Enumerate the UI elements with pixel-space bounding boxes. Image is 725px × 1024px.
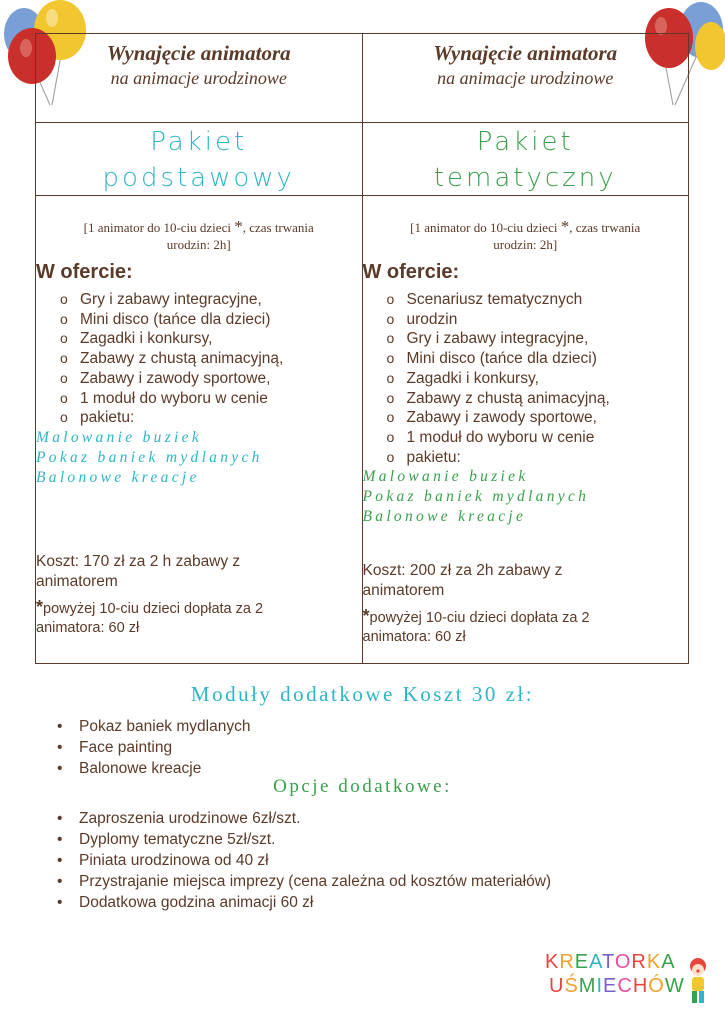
package-header-basic: [36, 34, 363, 123]
offer-list: [36, 290, 362, 428]
offer-item: o 1 moduł do wyboru w cenie: [387, 428, 689, 448]
additional-modules-heading: Moduły dodatkowe Koszt 30 zł:: [190, 682, 535, 706]
module-list: [36, 428, 362, 488]
extra-star: *: [36, 596, 44, 617]
offer-item: o Zabawy i zawody sportowe,: [387, 408, 689, 428]
package-note: [363, 218, 689, 253]
extra-star: *: [362, 606, 370, 627]
offer-item-continued: o pakietu:: [387, 448, 689, 468]
offer-item: o Zabawy z chustą animacyjną,: [387, 389, 689, 409]
module-item: Malowanie buziek: [36, 428, 203, 446]
package-name-line1: Pakiet: [150, 127, 248, 157]
offer-item: o Mini disco (tańce dla dzieci): [387, 349, 689, 369]
offer-item: o 1 moduł do wyboru w cenie: [60, 389, 362, 409]
list-item: • Dodatkowa godzina animacji 60 zł: [79, 892, 551, 913]
offer-item: o Zagadki i konkursy,: [60, 329, 362, 349]
extra-children-fee: [36, 598, 362, 638]
note-text: , czas trwania: [569, 220, 641, 235]
module-item: Balonowe kreacje: [36, 468, 200, 486]
package-body-theme: [362, 196, 689, 664]
list-item: • Piniata urodzinowa od 40 zł: [79, 850, 551, 871]
list-item: • Zaproszenia urodzinowe 6zł/szt.: [79, 808, 551, 829]
offer-item: o Zabawy i zawody sportowe,: [60, 369, 362, 389]
package-note: [36, 218, 362, 253]
logo-letter: T: [602, 951, 615, 973]
offer-heading: W ofercie:: [36, 261, 133, 283]
header-subtitle: na animacje urodzinowe: [110, 68, 287, 88]
logo-letter: U: [549, 975, 565, 997]
module-item: Malowanie buziek: [362, 468, 529, 486]
logo-letter: I: [596, 975, 604, 997]
note-star: *: [560, 217, 570, 236]
extra-text: animatora: 60 zł: [362, 629, 466, 646]
offer-item: o Zagadki i konkursy,: [387, 369, 689, 389]
offer-item-continued: o urodzin: [387, 310, 689, 330]
header-subtitle: na animacje urodzinowe: [437, 68, 614, 88]
package-name-line2: tematyczny: [433, 163, 617, 193]
list-item: • Dyplomy tematyczne 5zł/szt.: [79, 829, 551, 850]
module-item: Pokaz baniek mydlanych: [362, 488, 590, 506]
logo-letter: O: [614, 951, 632, 973]
package-header-theme: [362, 34, 689, 123]
package-name-theme: [362, 123, 689, 196]
note-text: [1 animator do 10-ciu dzieci: [410, 220, 561, 235]
extra-text: powyżej 10-ciu dzieci dopłata za 2: [369, 610, 590, 627]
cost-text: Koszt: 200 zł za 2h zabawy z: [362, 562, 563, 580]
note-text: urodzin: 2h]: [166, 237, 231, 252]
packages-table: [35, 33, 689, 664]
offer-list: [363, 290, 689, 467]
logo-letter: M: [578, 975, 597, 997]
note-star: *: [234, 217, 243, 236]
package-cost: [363, 561, 689, 601]
logo-letter: C: [617, 975, 633, 997]
logo-letter: A: [661, 951, 676, 973]
cost-text: animatorem: [362, 582, 445, 600]
list-item: • Balonowe kreacje: [79, 758, 250, 779]
additional-options-list: [55, 808, 551, 913]
logo-letter: E: [603, 975, 618, 997]
logo-letter: E: [574, 951, 590, 973]
module-item: Balonowe kreacje: [362, 508, 527, 526]
cost-text: Koszt: 170 zł za 2 h zabawy z: [36, 552, 241, 570]
clown-icon: [681, 956, 715, 1006]
offer-heading: W ofercie:: [362, 261, 460, 283]
list-item: • Przystrajanie miejsca imprezy (cena zależna od kosztów materiałów): [79, 871, 551, 892]
package-body-basic: [36, 196, 363, 664]
package-name-basic: [36, 123, 363, 196]
logo-letter: A: [589, 951, 602, 973]
cost-text: animatorem: [36, 572, 118, 590]
note-text: , czas trwania: [242, 220, 314, 235]
note-text: [1 animator do 10-ciu dzieci: [83, 220, 235, 235]
module-list: [363, 467, 689, 527]
header-title: Wynajęcie animatora: [433, 41, 618, 65]
logo-letter: R: [559, 951, 575, 973]
extra-children-fee: [363, 607, 689, 647]
logo-letter: K: [646, 951, 662, 973]
logo-letter: Ś: [564, 975, 579, 997]
logo-letter: R: [631, 951, 647, 973]
additional-options-heading: Opcje dodatkowe:: [273, 776, 452, 797]
note-text: urodzin: 2h]: [493, 237, 558, 252]
additional-modules-list: [55, 716, 250, 779]
list-item: • Pokaz baniek mydlanych: [79, 716, 250, 737]
list-item: • Face painting: [79, 737, 250, 758]
offer-item: o Gry i zabawy integracyjne,: [387, 329, 689, 349]
header-title: Wynajęcie animatora: [106, 41, 291, 65]
package-name-line2: podstawowy: [102, 163, 295, 193]
offer-item: o Mini disco (tańce dla dzieci): [60, 310, 362, 330]
logo-letter: W: [664, 975, 685, 997]
logo-letter: K: [545, 951, 560, 973]
brand-logo: [545, 950, 715, 1010]
offer-item: o Scenariusz tematycznych: [387, 290, 689, 310]
package-name-line1: Pakiet: [476, 127, 574, 157]
package-cost: [36, 552, 362, 592]
offer-item: o Gry i zabawy integracyjne,: [60, 290, 362, 310]
logo-letter: Ó: [648, 975, 665, 997]
logo-letter: H: [632, 975, 649, 997]
module-item: Pokaz baniek mydlanych: [36, 448, 263, 466]
offer-item-continued: o pakietu:: [60, 408, 362, 428]
offer-item: o Zabawy z chustą animacyjną,: [60, 349, 362, 369]
extra-text: powyżej 10-ciu dzieci dopłata za 2: [43, 600, 264, 617]
extra-text: animatora: 60 zł: [36, 619, 140, 636]
